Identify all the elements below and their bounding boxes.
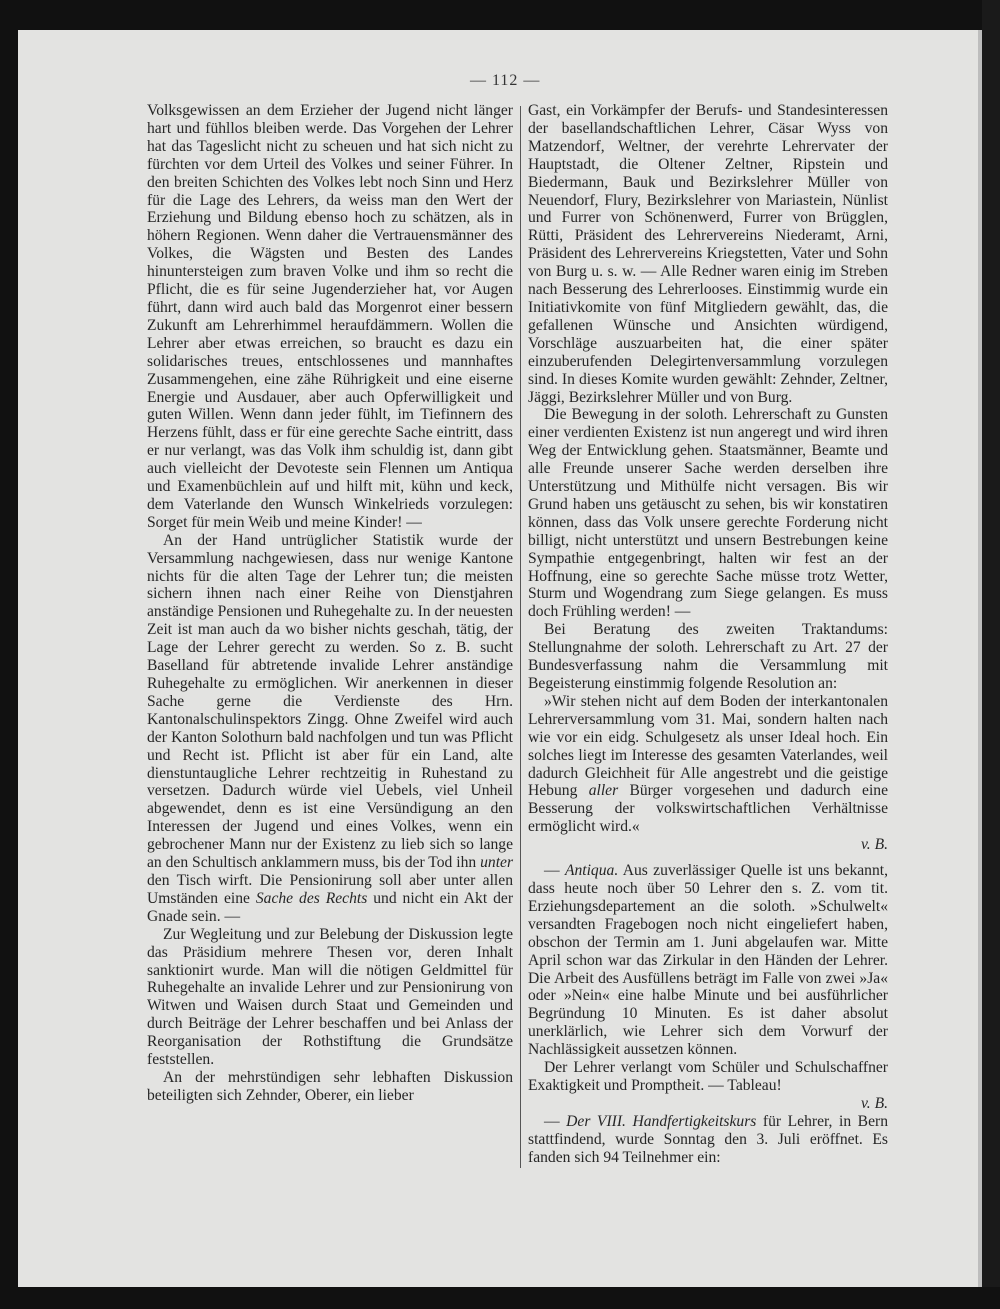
scan-bottom-edge [0,1287,1000,1309]
author-signature: v. B. [861,836,888,854]
scan-top-edge [0,0,1000,30]
news-item-handfertigkeitskurs: — Der VIII. Handfertigkeitskurs für Lehrer, in Bern stattfindend, wurde Sonntag den 3. Juli eröffnet. Es fanden sich 94 Teilnehmer ein: [528,1112,888,1166]
paragraph: Bei Beratung des zweiten Traktandums: Stellungnahme der soloth. Lehrerschaft zu Art. 27 der Bundesverfassung nahm die Versammlung mit Begeisterung einstimmig folgende Resolution an: [528,621,888,692]
column-divider [520,106,521,1168]
left-column [147,102,513,1105]
paragraph: Die Bewegung in der soloth. Lehrerschaft zu Gunsten einer verdienten Existenz ist nun angeregt und wird ihren Weg der Entwicklung gehen. Staatsmänner, Beamte und alle Freunde unserer Sache werden derselben ihre Unterstützung und Mithülfe nicht versagen. Bis wir Grund haben uns getäuscht zu sehen, bis wir konstatiren können, dass das Volk unsere gerechte Forderung nicht billigt, nicht unterstützt und unsern Bestrebungen keine Sympathie entgegenbringt, halten wir fest an der Hoffnung, eine so gerechte Sache müsse trotz Wetter, Sturm und Wogendrang zum Siege gelangen. Es muss doch Frühling werden! — [528,406,888,621]
right-column [528,102,888,1166]
paragraph: Gast, ein Vorkämpfer der Berufs- und Standesinteressen der basellandschaftlichen Lehrer, Cäsar Wyss von Matzendorf, Weltner, der verehrte Lehrervater der Hauptstadt, die Oltener Zeltner, Ripstein und Biedermann, Bauk und Bezirkslehrer Müller von Neuendorf, Flury, Bezirkslehrer von Mariastein, Nünlist und Furrer von Schönenwerd, Furrer von Brügglen, Rütti, Präsident des Lehrervereins Niederamt, Arni, Präsident des Lehrervereins Kriegstetten, Vater und Sohn von Burg u. s. w. — Alle Redner waren einig im Streben nach Besserung des Lehrerlooses. Einstimmig wurde ein Initiativkomite von fünf Mitgliedern gewählt, das, die gefallenen Wünsche und Ansichten würdigend, Vorschläge auszuarbeiten hat, die einer später einzuberufenden Delegirtenversammlung vorzulegen sind. In dieses Komite wurden gewählt: Zehnder, Zeltner, Jäggi, Bezirkslehrer Müller und von Burg. [528,102,888,406]
page-number: — 112 — [470,72,541,89]
paragraph: Der Lehrer verlangt vom Schüler und Schulschaffner Exaktigkeit und Promptheit. — Tableau! [528,1059,888,1094]
paragraph: Zur Wegleitung und zur Belebung der Diskussion legte das Präsidium mehrere Thesen vor, deren Inhalt sanktionirt wurde. Man will die nötigen Geldmittel für Ruhegehalte an invalide Lehrer und zur Pensionirung von Witwen und Waisen durch Staat und Gemeinden und durch Beiträge der Lehrer beschaffen und bei Anlass der Reorganisation der Rothstiftung die Grundsätze feststellen. [147,925,513,1069]
scan-left-edge [0,0,18,1309]
author-signature: v. B. [861,1094,888,1112]
paragraph: An der mehrstündigen sehr lebhaften Diskussion beteiligten sich Zehnder, Oberer, ein lieber [147,1068,513,1104]
paragraph: Volksgewissen an dem Erzieher der Jugend nicht länger hart und fühllos bleiben werde. Das Vorgehen der Lehrer hat das Tageslicht nicht zu scheuen und hat sich nicht zu fürchten vor dem Urteil des Volkes und seiner Führer. In den breiten Schichten des Volkes lebt noch Sinn und Herz für die Lage des Lehrers, da weiss man den Wert der Erziehung und Bildung ebenso hoch zu schätzen, als in höhern Regionen. Wenn daher die Vertrauensmänner des Volkes, die Wägsten und Besten des Landes hinuntersteigen zum braven Volke und ihm so recht die Pflicht, die es für seine Jugenderzieher hat, vor Augen führt, dann wird auch bald das Morgenrot einer bessern Zukunft am Lehrerhimmel heraufdämmern. Wollen die Lehrer aber etwas erreichen, so braucht es dazu ein solidarisches treues, entschlossenes und mannhaftes Zusammengehen, eine zähe Rührigkeit und eine eiserne Energie und Ausdauer, aber auch Opferwilligkeit und guten Willen. Wenn dann jeder fühlt, im Tiefinnern des Herzens fühlt, dass er für eine gerechte Sache eintritt, dass er nur verlangt, was das Volk ihm schuldig ist, dann gibt auch vielleicht der Devoteste sein Flennen um Antiqua und Examenbüchlein auf und hilft mit, kühn und keck, dem Vaterlande den Wunsch Winkelrieds vorzulegen: Sorget für mein Weib und meine Kinder! — [147,102,513,531]
scan-right-edge [982,0,1000,1309]
paragraph: An der Hand untrüglicher Statistik wurde der Versammlung nachgewiesen, dass nur wenige Kantone nichts für die alten Tage der Lehrer tun; die meisten sichern ihnen nach einer Reihe von Dienstjahren anständige Pensionen und Ruhegehalte zu. In der neuesten Zeit ist man auch da wo bisher nichts geschah, tätig, der Lage der Lehrer gerecht zu werden. So z. B. sucht Baselland für abtretende invalide Lehrer anständige Ruhegehalte zu ermöglichen. Wir anerkennen in dieser Sache gerne die Verdienste des Hrn. Kantonalschulinspektors Zingg. Ohne Zweifel wird auch der Kanton Solothurn bald nachfolgen und tun was Pflicht und Recht ist. Pflicht ist aber für ein Land, alte dienstuntaugliche Lehrer rechtzeitig in Ruhestand zu versetzen. Dadurch würde viel Uebels, viel Unheil abgewendet, denn es ist eine Versündigung an den Interessen der Jugend und eines Volkes, wenn ein gebrochener Mann nur der Existenz zu lieb sich so lange an den Schultisch anklammern muss, bis der Tod ihn unter den Tisch wirft. Die Pensionirung soll aber unter allen Umständen eine Sache des Rechts und nicht ein Akt der Gnade sein. — [147,531,514,925]
resolution-quote: »Wir stehen nicht auf dem Boden der interkantonalen Lehrerversammlung vom 31. Mai, sondern halten nach wie vor ein eidg. Schulgesetz als unser Ideal hoch. Ein solches liegt im Interesse des gesamten Vaterlandes, weil dadurch Gleichheit für Alle angestrebt und die geistige Hebung aller Bürger vorgesehen und dadurch eine Besserung der volkswirtschaftlichen Verhältnisse ermöglicht wird.« [528,692,888,836]
news-item-antiqua: — Antiqua. Aus zuverlässiger Quelle ist uns bekannt, dass heute noch über 50 Lehrer den s. Z. vom tit. Erziehungsdepartement an die soloth. »Schulwelt« versandten Fragebogen noch nicht eingeliefert haben, obschon der Termin am 1. Juni abgelaufen war. Mitte April schon war das Zirkular in den Händen der Lehrer. Die Arbeit des Ausfüllens beträgt im Falle von zwei »Ja« oder »Nein« eine halbe Minute und bei ausführlicher Begründung 10 Minuten. Es ist daher absolut unerklärlich, wie Lehrer sich dem Vorwurf der Nachlässigkeit aussetzen können. [528,862,888,1059]
